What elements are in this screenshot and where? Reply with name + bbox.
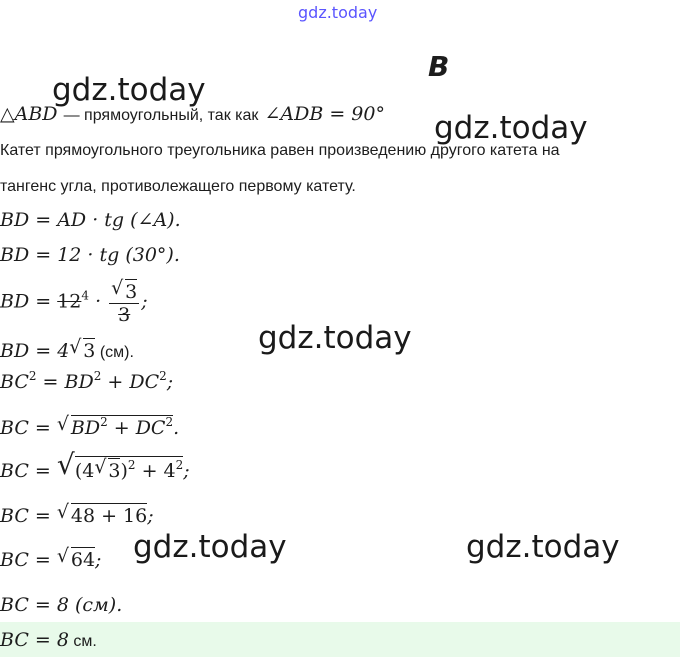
math-line-2: BD = 12 · tg (30°). [0,244,180,266]
watermark: gdz.today [52,72,206,108]
lhs: BC = [0,460,57,482]
paragraph-line-2: тангенс угла, противолежащего первому катету. [0,178,356,195]
math-line-6: BC = √ $BD^2 + DC^2$. [0,413,180,439]
header-line [0,103,385,125]
period: . [173,417,180,439]
lhs: BC = [0,549,57,571]
answer-math: BC = 8 [0,629,69,651]
lhs: BD = [0,290,58,313]
header-text: — прямоугольный, так как [63,107,259,124]
struck-number: 12 [57,290,82,313]
radicand: 3 [83,340,96,362]
math-line-8: BC = √ 48 + 16; [0,501,154,527]
answer-box [0,622,680,657]
section-letter: В [428,50,450,83]
answer-unit: см. [68,633,97,650]
math-line-4: BD = 4 √ 3 (см). [0,336,134,362]
triangle-expr: △ABD [0,103,58,125]
term: + DC [107,417,166,439]
watermark-top: gdz.today [298,3,378,22]
term: BD [70,417,101,439]
semicolon: ; [147,505,154,527]
math-line-7: BC = √ (4 √ $3)^2 + 4^2$; [0,448,190,482]
denominator: 3 [118,304,131,326]
dot: · [89,290,108,313]
watermark: gdz.today [466,529,620,565]
watermark: gdz.today [434,110,588,146]
semicolon: ; [183,460,190,482]
term: + DC [101,371,160,393]
semicolon: ; [166,371,174,393]
watermark: gdz.today [133,529,287,565]
fraction: √ 3 3 [111,277,138,326]
term: ) [120,460,128,482]
radicand: 48 + 16 [70,505,148,527]
term: BC [0,371,29,393]
term: = BD [36,371,94,393]
term: (4 [74,460,95,482]
reduced-number: 4 [81,288,90,303]
math-line-3 [0,279,148,326]
watermark: gdz.today [258,320,412,356]
radicand: 3 [108,460,121,482]
lhs: BC = [0,417,57,439]
math-line-1: BD = AD · tg (∠A). [0,209,181,231]
math-line-10: BC = 8 (см). [0,594,123,616]
angle-expr: ∠ADB = 90° [264,103,385,125]
math-line-5: $BC^2 = BD^2 + DC^2$; [0,369,174,393]
math-line-9: BC = √ 64; [0,545,102,571]
answer-line [0,629,97,651]
semicolon: ; [95,549,102,571]
lhs: BD = 4 [0,340,70,362]
radicand: 64 [70,549,96,571]
radicand: 3 [125,281,138,303]
unit: (см). [95,344,134,361]
paragraph-line-1: Катет прямоугольного треугольника равен произведению другого катета на [0,142,560,159]
semicolon: ; [141,290,148,313]
lhs: BC = [0,505,57,527]
term: + 4 [135,460,176,482]
